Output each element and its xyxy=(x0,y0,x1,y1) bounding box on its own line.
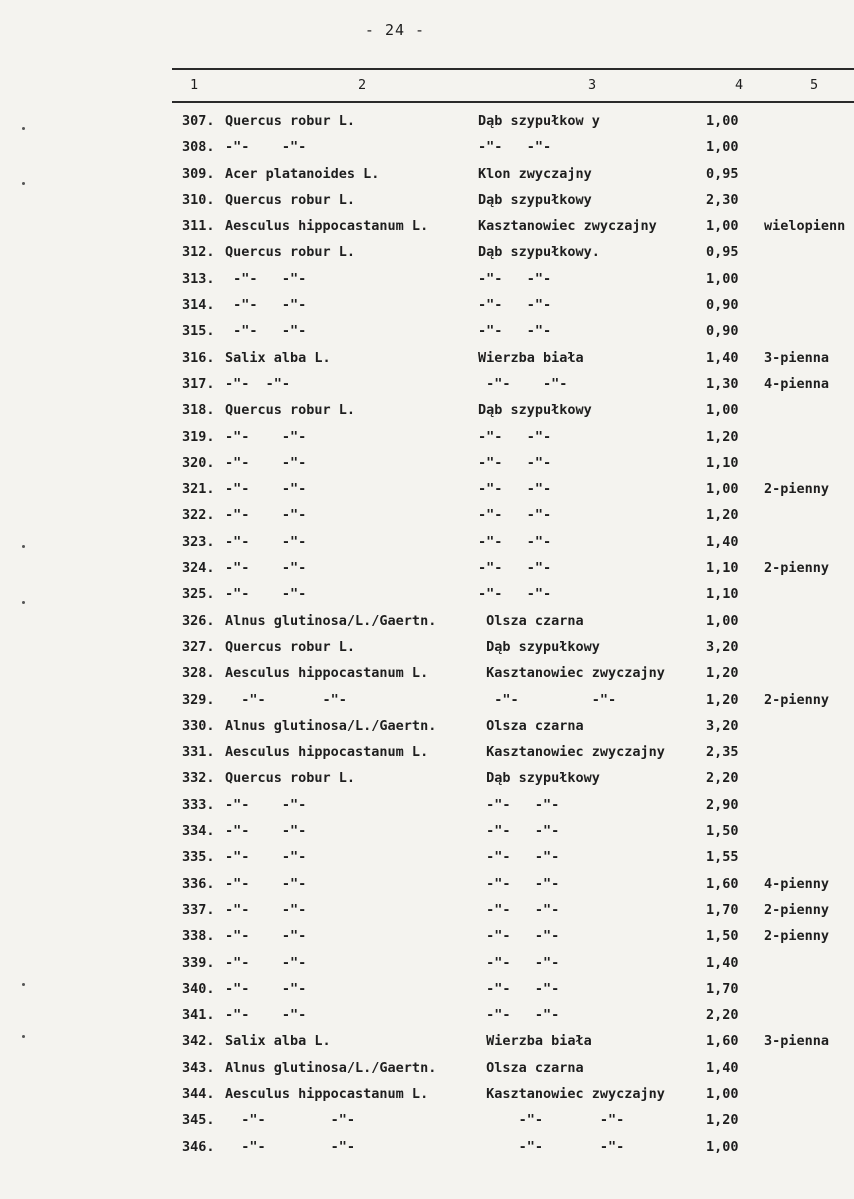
table-row xyxy=(0,874,854,900)
measurement-value: 1,00 xyxy=(706,1138,739,1155)
measurement-value: 1,00 xyxy=(706,113,739,129)
measurement-value: 1,00 xyxy=(706,402,739,419)
measurement-value: 1,00 xyxy=(706,612,739,629)
row-number: 313. xyxy=(182,270,215,287)
measurement-value: 1,40 xyxy=(706,349,739,366)
table-row xyxy=(0,427,854,453)
table-row xyxy=(0,242,854,268)
table-row xyxy=(0,900,854,926)
row-number: 318. xyxy=(182,402,215,419)
polish-name: -"- -"- xyxy=(478,796,560,813)
table-top-rule xyxy=(172,68,854,70)
row-number: 323. xyxy=(182,533,215,550)
measurement-value: 0,95 xyxy=(706,244,739,261)
table-row xyxy=(0,821,854,847)
polish-name: Dąb szypułkow y xyxy=(478,113,600,129)
latin-name: -"- -"- xyxy=(225,481,307,498)
row-number: 308. xyxy=(182,139,215,156)
row-number: 332. xyxy=(182,770,215,787)
polish-name: -"- -"- xyxy=(478,901,560,918)
polish-name: Kasztanowiec zwyczajny xyxy=(478,218,657,235)
row-number: 337. xyxy=(182,901,215,918)
trunk-note: 2-pienny xyxy=(764,481,830,498)
row-number: 346. xyxy=(182,1138,215,1155)
measurement-value: 2,20 xyxy=(706,1007,739,1024)
latin-name: Salix alba L. xyxy=(225,1033,331,1050)
measurement-value: 2,35 xyxy=(706,744,739,761)
latin-name: -"- -"- xyxy=(225,533,307,550)
table-row xyxy=(0,558,854,584)
latin-name: Quercus robur L. xyxy=(225,770,356,787)
polish-name: Olsza czarna xyxy=(478,612,584,629)
row-number: 311. xyxy=(182,218,215,235)
polish-name: Olsza czarna xyxy=(478,1059,584,1076)
measurement-value: 1,40 xyxy=(706,1059,739,1076)
row-number: 344. xyxy=(182,1085,215,1102)
polish-name: Olsza czarna xyxy=(478,717,584,734)
latin-name: -"- -"- xyxy=(225,691,347,708)
latin-name: -"- -"- xyxy=(225,1007,307,1024)
latin-name: -"- -"- xyxy=(225,928,307,945)
trunk-note: 3-pienna xyxy=(764,349,830,366)
polish-name: Klon zwyczajny xyxy=(478,165,592,182)
table-row xyxy=(0,716,854,742)
row-number: 339. xyxy=(182,954,215,971)
table-row xyxy=(0,216,854,242)
polish-name: Kasztanowiec zwyczajny xyxy=(478,744,665,761)
row-number: 340. xyxy=(182,980,215,997)
table-row xyxy=(0,979,854,1005)
row-number: 324. xyxy=(182,560,215,577)
measurement-value: 1,40 xyxy=(706,533,739,550)
measurement-value: 1,20 xyxy=(706,507,739,524)
table-row xyxy=(0,505,854,531)
polish-name: -"- -"- xyxy=(478,481,552,498)
table-row xyxy=(0,584,854,610)
trunk-note: 4-pienna xyxy=(764,375,830,392)
trunk-note: 4-pienny xyxy=(764,875,830,892)
table-row xyxy=(0,690,854,716)
latin-name: Quercus robur L. xyxy=(225,191,356,208)
measurement-value: 1,20 xyxy=(706,665,739,682)
measurement-value: 1,20 xyxy=(706,691,739,708)
latin-name: Alnus glutinosa/L./Gaertn. xyxy=(225,717,437,734)
table-row xyxy=(0,663,854,689)
row-number: 328. xyxy=(182,665,215,682)
row-number: 317. xyxy=(182,375,215,392)
table-header-rule xyxy=(172,101,854,103)
table-row xyxy=(0,374,854,400)
measurement-value: 1,60 xyxy=(706,875,739,892)
polish-name: -"- -"- xyxy=(478,139,552,156)
tree-inventory-table xyxy=(0,111,854,1163)
row-number: 326. xyxy=(182,612,215,629)
row-number: 310. xyxy=(182,191,215,208)
polish-name: -"- -"- xyxy=(478,1007,560,1024)
measurement-value: 2,30 xyxy=(706,191,739,208)
polish-name: -"- -"- xyxy=(478,849,560,866)
latin-name: -"- -"- xyxy=(225,560,307,577)
latin-name: -"- -"- xyxy=(225,586,307,603)
latin-name: -"- -"- xyxy=(225,901,307,918)
latin-name: -"- -"- xyxy=(225,454,307,471)
latin-name: Acer platanoides L. xyxy=(225,165,380,182)
table-row xyxy=(0,742,854,768)
table-row xyxy=(0,847,854,873)
table-row xyxy=(0,1084,854,1110)
polish-name: -"- -"- xyxy=(478,928,560,945)
row-number: 334. xyxy=(182,823,215,840)
measurement-value: 3,20 xyxy=(706,638,739,655)
latin-name: -"- -"- xyxy=(225,980,307,997)
table-row xyxy=(0,269,854,295)
polish-name: -"- -"- xyxy=(478,270,552,287)
table-row xyxy=(0,295,854,321)
polish-name: Dąb szypułkowy xyxy=(478,770,600,787)
measurement-value: 1,00 xyxy=(706,270,739,287)
latin-name: Aesculus hippocastanum L. xyxy=(225,744,429,761)
table-row xyxy=(0,611,854,637)
latin-name: Aesculus hippocastanum L. xyxy=(225,665,429,682)
row-number: 309. xyxy=(182,165,215,182)
column-header-2: 2 xyxy=(358,77,367,93)
row-number: 342. xyxy=(182,1033,215,1050)
column-header-5: 5 xyxy=(810,77,819,93)
trunk-note: 2-pienny xyxy=(764,691,830,708)
row-number: 321. xyxy=(182,481,215,498)
latin-name: -"- -"- xyxy=(225,875,307,892)
table-row xyxy=(0,137,854,163)
table-row xyxy=(0,1031,854,1057)
table-row xyxy=(0,321,854,347)
latin-name: Aesculus hippocastanum L. xyxy=(225,1085,429,1102)
measurement-value: 1,00 xyxy=(706,139,739,156)
row-number: 327. xyxy=(182,638,215,655)
row-number: 343. xyxy=(182,1059,215,1076)
measurement-value: 1,50 xyxy=(706,928,739,945)
row-number: 312. xyxy=(182,244,215,261)
polish-name: Dąb szypułkowy xyxy=(478,402,592,419)
polish-name: Dąb szypułkowy xyxy=(478,638,600,655)
latin-name: -"- -"- xyxy=(225,796,307,813)
table-row xyxy=(0,400,854,426)
table-row xyxy=(0,768,854,794)
page-number: - 24 - xyxy=(364,21,426,39)
latin-name: -"- -"- xyxy=(225,323,307,340)
row-number: 319. xyxy=(182,428,215,445)
measurement-value: 1,00 xyxy=(706,481,739,498)
measurement-value: 2,20 xyxy=(706,770,739,787)
row-number: 307. xyxy=(182,113,215,129)
polish-name: -"- -"- xyxy=(478,1138,625,1155)
trunk-note: wielopienn xyxy=(764,218,846,235)
measurement-value: 1,55 xyxy=(706,849,739,866)
table-row xyxy=(0,1137,854,1163)
row-number: 341. xyxy=(182,1007,215,1024)
row-number: 320. xyxy=(182,454,215,471)
row-number: 329. xyxy=(182,691,215,708)
latin-name: -"- -"- xyxy=(225,1112,356,1129)
polish-name: Kasztanowiec zwyczajny xyxy=(478,1085,665,1102)
row-number: 322. xyxy=(182,507,215,524)
latin-name: -"- -"- xyxy=(225,375,291,392)
table-row xyxy=(0,795,854,821)
measurement-value: 1,10 xyxy=(706,586,739,603)
latin-name: -"- -"- xyxy=(225,297,307,314)
latin-name: Quercus robur L. xyxy=(225,402,356,419)
polish-name: -"- -"- xyxy=(478,428,552,445)
polish-name: Wierzba biała xyxy=(478,1033,592,1050)
latin-name: -"- -"- xyxy=(225,507,307,524)
measurement-value: 1,10 xyxy=(706,454,739,471)
measurement-value: 1,60 xyxy=(706,1033,739,1050)
trunk-note: 2-pienny xyxy=(764,928,830,945)
latin-name: Quercus robur L. xyxy=(225,113,356,129)
row-number: 333. xyxy=(182,796,215,813)
polish-name: -"- -"- xyxy=(478,954,560,971)
polish-name: -"- -"- xyxy=(478,560,552,577)
measurement-value: 0,90 xyxy=(706,297,739,314)
polish-name: -"- -"- xyxy=(478,375,568,392)
measurement-value: 1,70 xyxy=(706,980,739,997)
trunk-note: 3-pienna xyxy=(764,1033,830,1050)
table-row xyxy=(0,1058,854,1084)
measurement-value: 1,30 xyxy=(706,375,739,392)
polish-name: Dąb szypułkowy xyxy=(478,191,592,208)
latin-name: Quercus robur L. xyxy=(225,638,356,655)
polish-name: -"- -"- xyxy=(478,586,552,603)
latin-name: -"- -"- xyxy=(225,849,307,866)
polish-name: -"- -"- xyxy=(478,691,617,708)
polish-name: -"- -"- xyxy=(478,875,560,892)
polish-name: -"- -"- xyxy=(478,454,552,471)
measurement-value: 1,10 xyxy=(706,560,739,577)
polish-name: Dąb szypułkowy. xyxy=(478,244,600,261)
column-header-4: 4 xyxy=(735,77,744,93)
polish-name: -"- -"- xyxy=(478,297,552,314)
polish-name: -"- -"- xyxy=(478,507,552,524)
latin-name: Quercus robur L. xyxy=(225,244,356,261)
polish-name: -"- -"- xyxy=(478,823,560,840)
measurement-value: 1,20 xyxy=(706,428,739,445)
polish-name: Kasztanowiec zwyczajny xyxy=(478,665,665,682)
measurement-value: 2,90 xyxy=(706,796,739,813)
measurement-value: 1,50 xyxy=(706,823,739,840)
latin-name: -"- -"- xyxy=(225,823,307,840)
measurement-value: 1,40 xyxy=(706,954,739,971)
latin-name: -"- -"- xyxy=(225,428,307,445)
table-row xyxy=(0,348,854,374)
row-number: 315. xyxy=(182,323,215,340)
table-row xyxy=(0,479,854,505)
polish-name: -"- -"- xyxy=(478,980,560,997)
measurement-value: 0,90 xyxy=(706,323,739,340)
table-row xyxy=(0,926,854,952)
column-header-3: 3 xyxy=(588,77,597,93)
latin-name: -"- -"- xyxy=(225,270,307,287)
row-number: 325. xyxy=(182,586,215,603)
latin-name: Aesculus hippocastanum L. xyxy=(225,218,429,235)
row-number: 336. xyxy=(182,875,215,892)
measurement-value: 0,95 xyxy=(706,165,739,182)
table-row xyxy=(0,1005,854,1031)
polish-name: Wierzba biała xyxy=(478,349,584,366)
latin-name: Salix alba L. xyxy=(225,349,331,366)
trunk-note: 2-pienny xyxy=(764,901,830,918)
measurement-value: 3,20 xyxy=(706,717,739,734)
table-row xyxy=(0,190,854,216)
latin-name: Alnus glutinosa/L./Gaertn. xyxy=(225,1059,437,1076)
table-row xyxy=(0,637,854,663)
row-number: 316. xyxy=(182,349,215,366)
column-header-1: 1 xyxy=(190,77,199,93)
latin-name: -"- -"- xyxy=(225,139,307,156)
measurement-value: 1,00 xyxy=(706,1085,739,1102)
measurement-value: 1,20 xyxy=(706,1112,739,1129)
measurement-value: 1,00 xyxy=(706,218,739,235)
row-number: 330. xyxy=(182,717,215,734)
measurement-value: 1,70 xyxy=(706,901,739,918)
latin-name: -"- -"- xyxy=(225,1138,356,1155)
trunk-note: 2-pienny xyxy=(764,560,830,577)
table-row xyxy=(0,1110,854,1136)
row-number: 345. xyxy=(182,1112,215,1129)
table-row xyxy=(0,532,854,558)
table-row xyxy=(0,111,854,137)
table-row xyxy=(0,164,854,190)
table-row xyxy=(0,453,854,479)
latin-name: Alnus glutinosa/L./Gaertn. xyxy=(225,612,437,629)
row-number: 335. xyxy=(182,849,215,866)
row-number: 331. xyxy=(182,744,215,761)
latin-name: -"- -"- xyxy=(225,954,307,971)
polish-name: -"- -"- xyxy=(478,323,552,340)
table-row xyxy=(0,953,854,979)
row-number: 314. xyxy=(182,297,215,314)
row-number: 338. xyxy=(182,928,215,945)
polish-name: -"- -"- xyxy=(478,1112,625,1129)
polish-name: -"- -"- xyxy=(478,533,552,550)
